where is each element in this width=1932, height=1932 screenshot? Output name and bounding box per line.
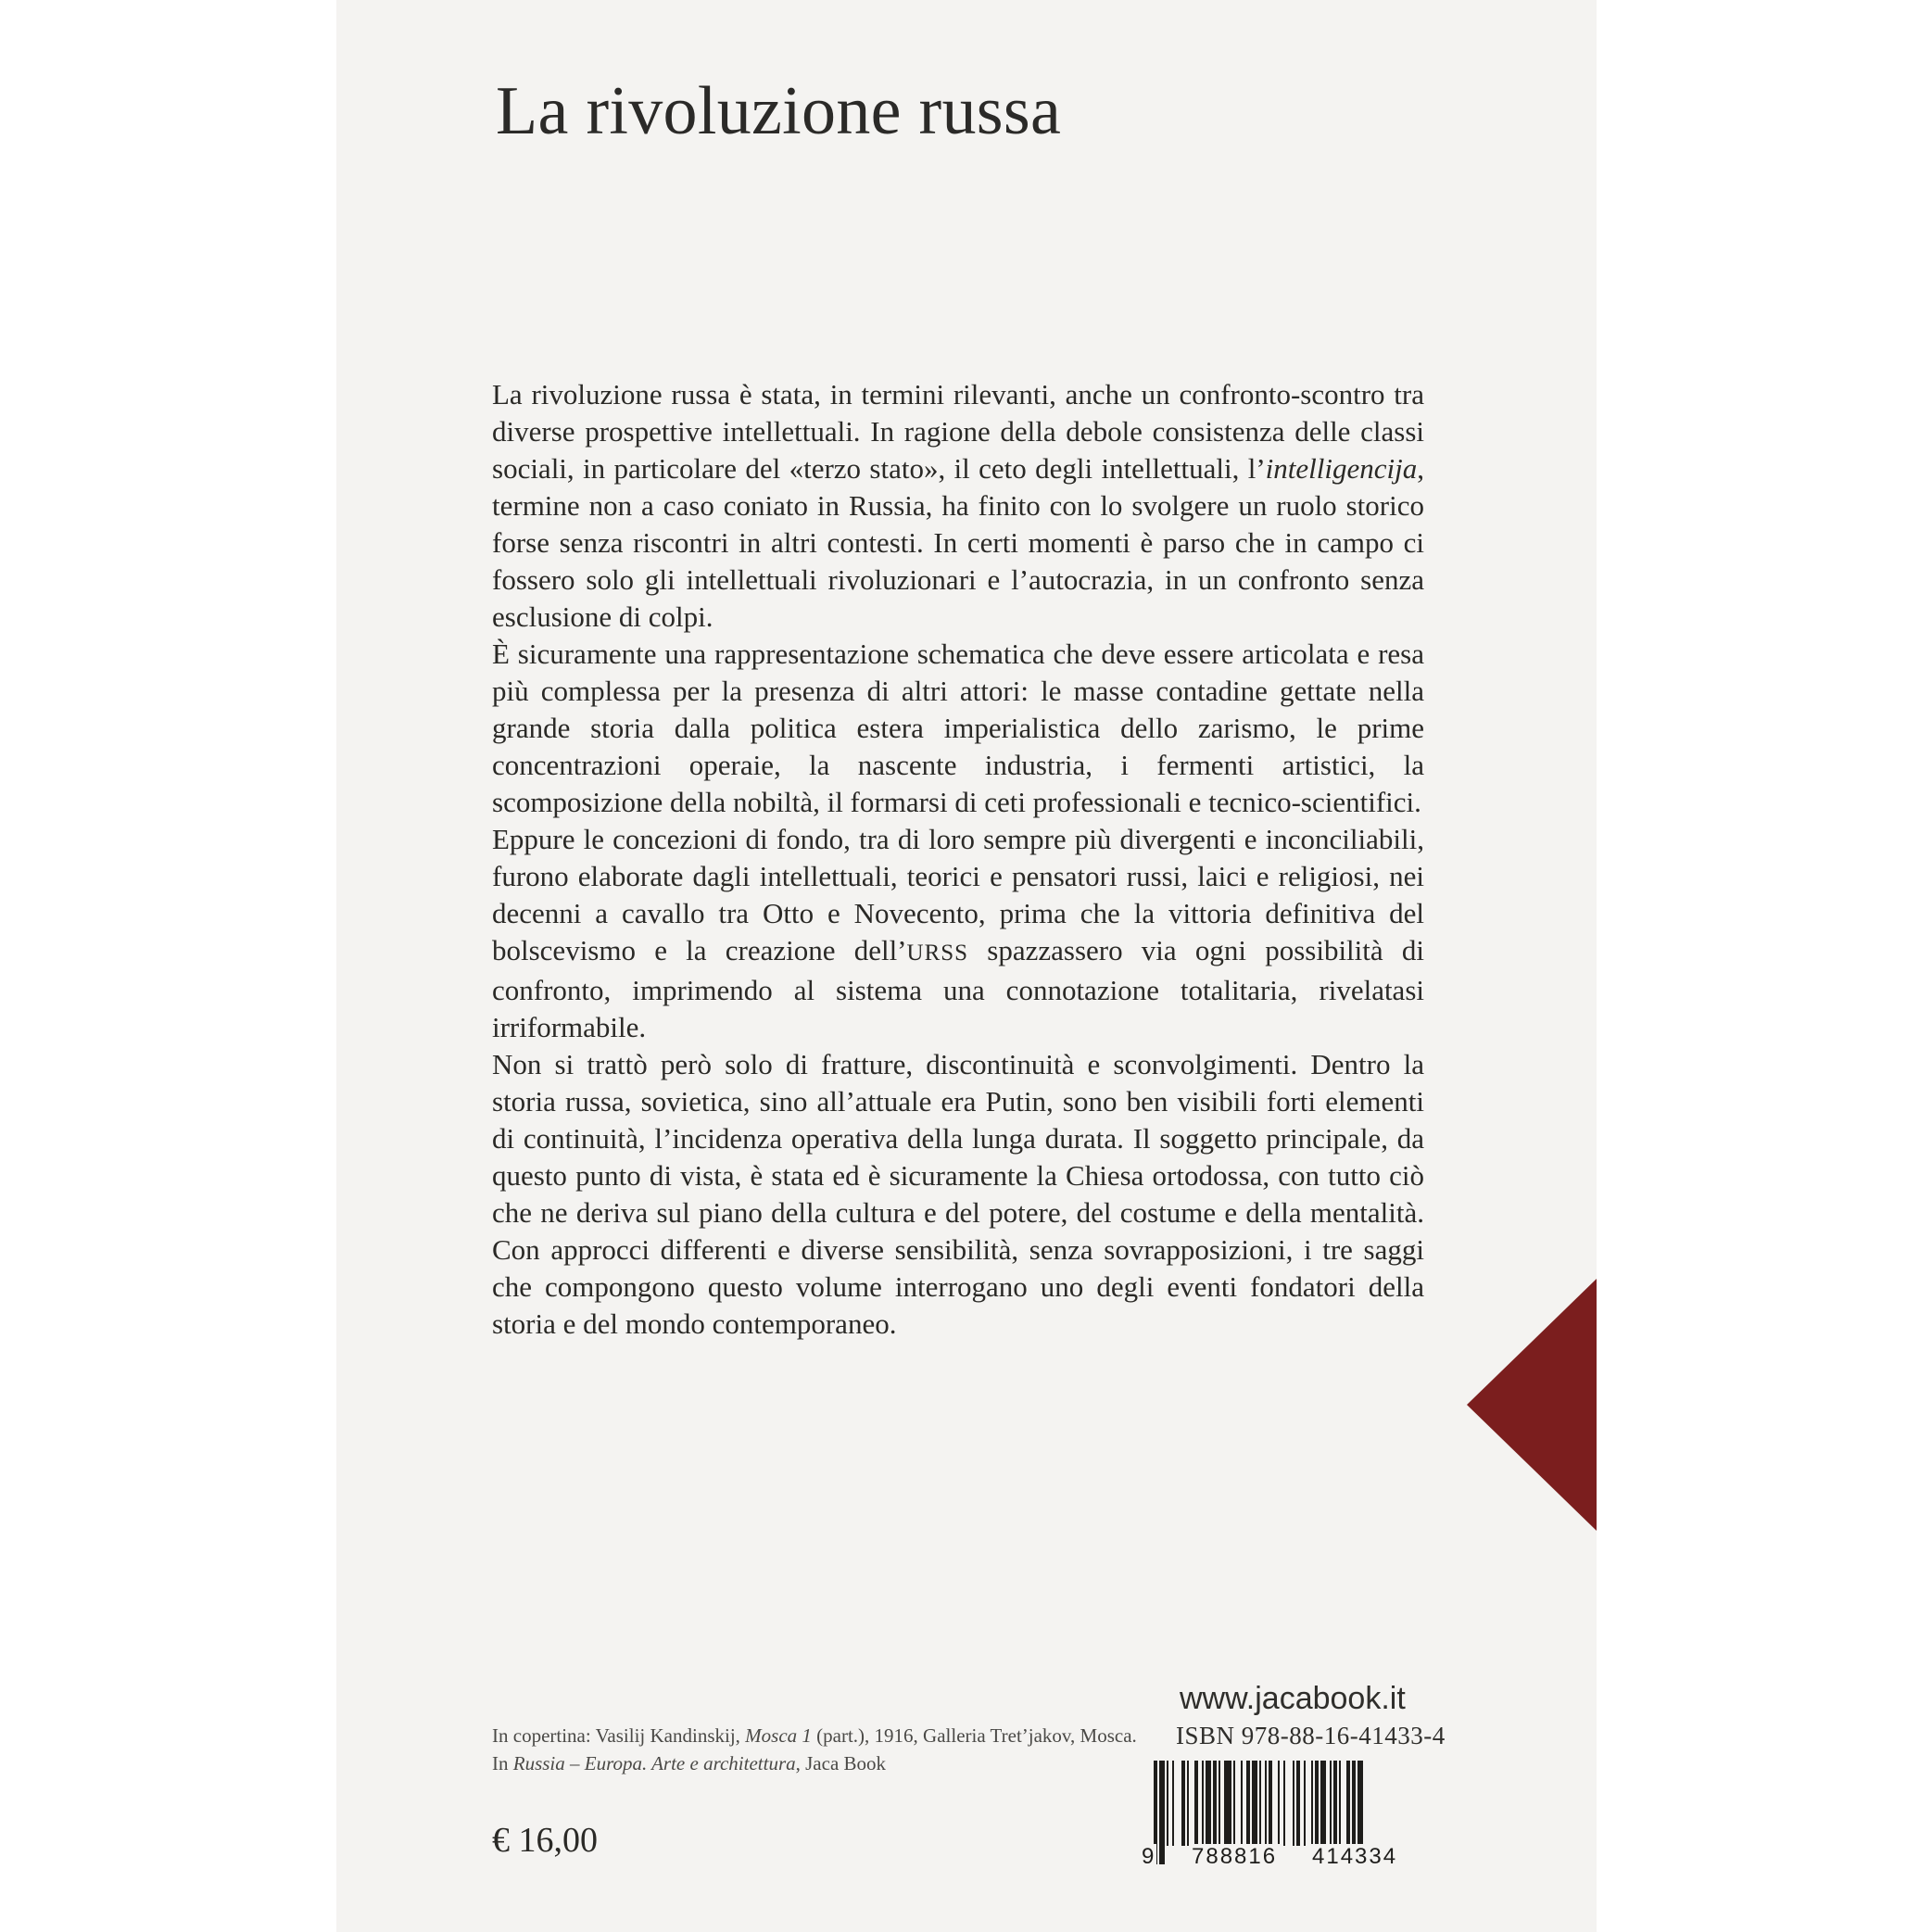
credit-text: In copertina: Vasilij Kandinskij, [492,1724,746,1747]
barcode-digits-right: 414334 [1309,1844,1400,1870]
publisher-website: www.jacabook.it [1180,1681,1406,1716]
blurb-paragraph-2: È sicuramente una rappresentazione schematica che deve essere articolata e resa più complessa per la presenza di altri attori: le masse contadine gettate nella grande storia dalla politica estera imperialistica dello zarismo, le prime concentrazioni operaie, la nascente industria, i fermenti artistici, la scomposizione della nobiltà, il formarsi di ceti professionali e tecnico-scientifici. [492,638,1424,818]
barcode-digit-first: 9 [1139,1844,1156,1870]
isbn-label: ISBN 978-88-16-41433-4 [1176,1722,1446,1749]
book-back-cover [336,0,1597,1932]
blurb-paragraph-4: Non si trattò però solo di fratture, discontinuità e sconvolgimenti. Dentro la storia russa, sovietica, sino all’attuale era Putin, sono ben visibili forti elementi di continuità, l’incidenza operativa della lunga durata. Il soggetto principale, da questo punto di vista, è stata ed è sicuramente la Chiesa ortodossa, con tutto ciò che ne deriva sul piano della cultura e del potere, del costume e della mentalità. Con approcci differenti e diverse sensibilità, senza sovrapposizioni, i tre saggi che compongono questo volume interrogano uno degli eventi fondatori della storia e del mondo contemporaneo. [492,1048,1424,1340]
cover-blurb [492,376,1424,1343]
cover-image-credit [492,1722,1141,1777]
credit-text: (part.), 1916, Galleria Tret’jakov, Mosca. In [492,1724,1137,1774]
book-title: La rivoluzione russa [496,73,1062,149]
blurb-small-caps: URSS [906,941,969,966]
credit-text: , Jaca Book [795,1752,887,1774]
barcode-digits-left: 788816 [1189,1844,1280,1870]
blurb-italic-term: intelligencija [1265,452,1418,485]
blurb-text: spazzassero via ogni possibilità di confronto, imprimendo al sistema una connotazione totalitaria, rivelatasi irriformabile. [492,934,1424,1043]
blurb-paragraph-1 [492,376,1424,636]
blurb-text: Eppure le concezioni di fondo, tra di loro sempre più divergenti e inconciliabili, furono elaborate dagli intellettuali, teorici e pensatori russi, laici e religiosi, nei decenni a cavallo tra Otto e Novecento, prima che la vittoria definitiva del bolscevismo e la creazione dell’ [492,823,1424,966]
blurb-text: , termine non a caso coniato in Russia, ha finito con lo svolgere un ruolo storico forse senza riscontri in altri contesti. In certi momenti è parso che in campo ci fossero solo gli intellettuali rivoluzionari e l’autocrazia, in un confronto senza esclusione di colpi. [492,452,1424,633]
blurb-text: La rivoluzione russa è stata, in termini rilevanti, anche un confronto-scontro tra diverse prospettive intellettuali. In ragione della debole consistenza delle classi sociali, in particolare del «terzo stato», il ceto degli intellettuali, l’ [492,378,1424,485]
red-triangle-decoration [1467,1279,1597,1531]
price-label: € 16,00 [492,1821,598,1860]
credit-italic: Russia – Europa. Arte e architettura [512,1752,796,1774]
credit-italic: Mosca 1 [745,1724,812,1747]
barcode [1144,1761,1441,1872]
blurb-paragraph-3 [492,821,1424,1046]
